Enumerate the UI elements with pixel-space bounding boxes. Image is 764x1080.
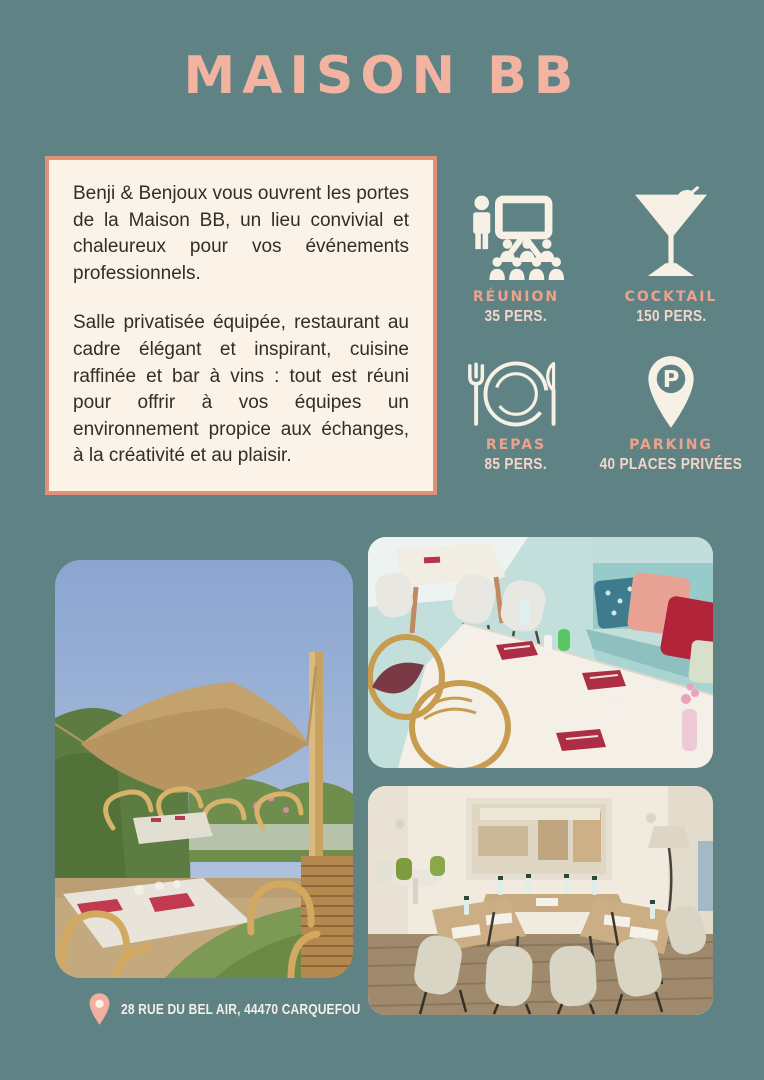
capacity-reunion: [442, 184, 590, 326]
footer-address-bar: [86, 992, 420, 1026]
intro-paragraph-2: Salle privatisée équipée, restaurant au cadre élégant et inspirant, cuisine raffinée et bar à vins : tout est réuni pour offrir à vos équipes un environnement propice aux échanges, à la créativité et au plaisir.: [73, 312, 409, 467]
capacity-value: 85 PERS.: [484, 456, 548, 473]
capacity-value: 150 PERS.: [635, 308, 707, 325]
terrace-photo: [55, 560, 353, 978]
location-pin-icon: [86, 992, 113, 1026]
parking-pin-icon: [640, 354, 702, 430]
capacity-cocktail: [590, 184, 752, 326]
capacity-value: 40 PLACES PRIVÉES: [599, 456, 743, 473]
address-text: 28 RUE DU BEL AIR, 44470 CARQUEFOU: [121, 1000, 361, 1018]
svg-text:P: P: [662, 366, 680, 393]
intro-text-box: [45, 156, 437, 495]
capacity-label: REPAS: [485, 437, 547, 453]
capacity-repas: [442, 354, 590, 474]
intro-paragraph-1: Benji & Benjoux vous ouvrent les portes de la Maison BB, un lieu convivial et chaleureux pour vos événements professionnels.: [73, 183, 409, 284]
meeting-presentation-icon: [468, 184, 564, 282]
capacity-label: PARKING: [629, 437, 713, 453]
capacity-grid: [442, 184, 752, 474]
capacity-parking: [590, 354, 752, 474]
dining-room-photo: [368, 537, 713, 768]
cocktail-glass-icon: [628, 184, 714, 282]
page-title: MAISON BB: [183, 46, 581, 106]
capacity-label: COCKTAIL: [624, 289, 718, 305]
capacity-label: RÉUNION: [472, 289, 560, 305]
plate-cutlery-icon: [464, 354, 568, 430]
meeting-room-photo: [368, 786, 713, 1015]
capacity-value: 35 PERS.: [484, 308, 548, 325]
